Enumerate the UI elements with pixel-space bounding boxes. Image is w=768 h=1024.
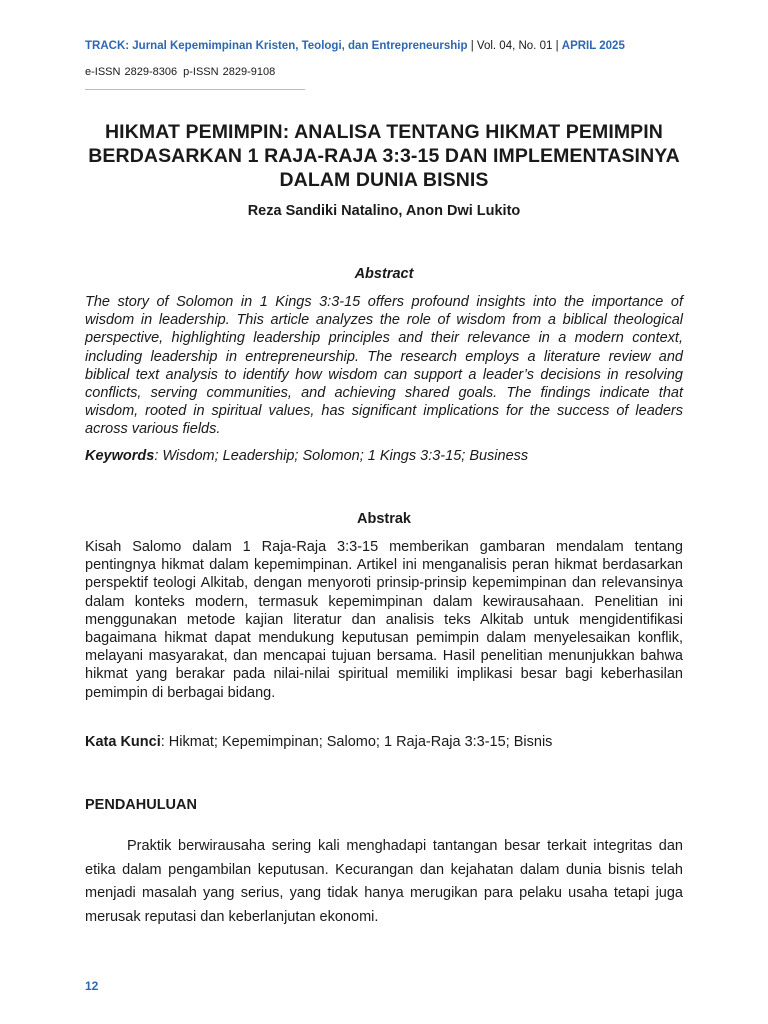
kata-kunci-label: Kata Kunci: [85, 734, 161, 750]
journal-date: APRIL 2025: [561, 40, 625, 52]
keywords-line: [85, 448, 683, 464]
page-number: 12: [85, 979, 99, 993]
article-authors: Reza Sandiki Natalino, Anon Dwi Lukito: [247, 203, 521, 219]
header-divider: [85, 89, 305, 90]
keywords-label: Keywords: [85, 448, 155, 464]
introduction-paragraph: Praktik berwirausaha sering kali menghadapi tantangan besar terkait integritas dan etika dalam pengambilan keputusan. Kecurangan dan kejahatan dalam dunia bisnis telah menjadi masalah yang serius, yang tidak hanya merugikan para pelaku usaha tetapi juga merusak reputasi dan keberlanjutan ekonomi.: [85, 838, 683, 925]
section-heading-pendahuluan: PENDAHULUAN: [85, 797, 197, 813]
abstrak-heading: Abstrak: [357, 511, 411, 527]
header-separator: |: [467, 40, 477, 52]
keywords-list: : Wisdom; Leadership; Solomon; 1 Kings 3:3-15; Business: [154, 448, 529, 464]
pissn: p-ISSN 2829-9108: [183, 66, 276, 78]
journal-header: [85, 40, 683, 52]
abstract-heading: Abstract: [354, 266, 414, 282]
journal-volume: Vol. 04, No. 01: [476, 40, 553, 52]
issn-line: [85, 66, 275, 78]
abstract-body: The story of Solomon in 1 Kings 3:3-15 offers profound insights into the importance of wisdom in leadership. This article analyzes the role of wisdom from a biblical theological perspective, highlighting leadership principles and their relevance in a modern context, including leadership in entrepreneurship. The research employs a literature review and biblical text analysis to identify how wisdom can support a leader’s decisions in resolving conflicts, serving communities, and achieving shared goals. The findings indicate that wisdom, rooted in spiritual values, has significant implications for the success of leaders across various fields.: [85, 294, 683, 438]
kata-kunci-line: [85, 734, 683, 750]
header-separator-2: |: [552, 40, 562, 52]
eissn: e-ISSN 2829-8306: [85, 66, 178, 78]
article-title: HIKMAT PEMIMPIN: ANALISA TENTANG HIKMAT PEMIMPIN BERDASARKAN 1 RAJA-RAJA 3:3-15 DAN IMPLEMENTASINYA DALAM DUNIA BISNIS: [88, 121, 680, 191]
journal-name: TRACK: Jurnal Kepemimpinan Kristen, Teologi, dan Entrepreneurship: [85, 40, 468, 52]
kata-kunci-list: : Hikmat; Kepemimpinan; Salomo; 1 Raja-Raja 3:3-15; Bisnis: [160, 734, 553, 750]
abstrak-body: Kisah Salomo dalam 1 Raja-Raja 3:3-15 memberikan gambaran mendalam tentang pentingnya hikmat dalam kepemimpinan. Artikel ini menganalisis peran hikmat berdasarkan perspektif teologi Alkitab, dengan menyoroti prinsip-prinsip kepemimpinan dan relevansinya dalam konteks modern, termasuk kepemimpinan dalam kewirausahaan. Penelitian ini menggunakan metode kajian literatur dan analisis teks Alkitab untuk mengidentifikasi bagaimana hikmat dapat mendukung keputusan pemimpin dalam menyelesaikan konflik, melayani masyarakat, dan mencapai tujuan bersama. Hasil penelitian menunjukkan bahwa hikmat yang berakar pada nilai-nilai spiritual memiliki implikasi besar bagi keberhasilan pemimpin di berbagai bidang.: [85, 539, 683, 701]
